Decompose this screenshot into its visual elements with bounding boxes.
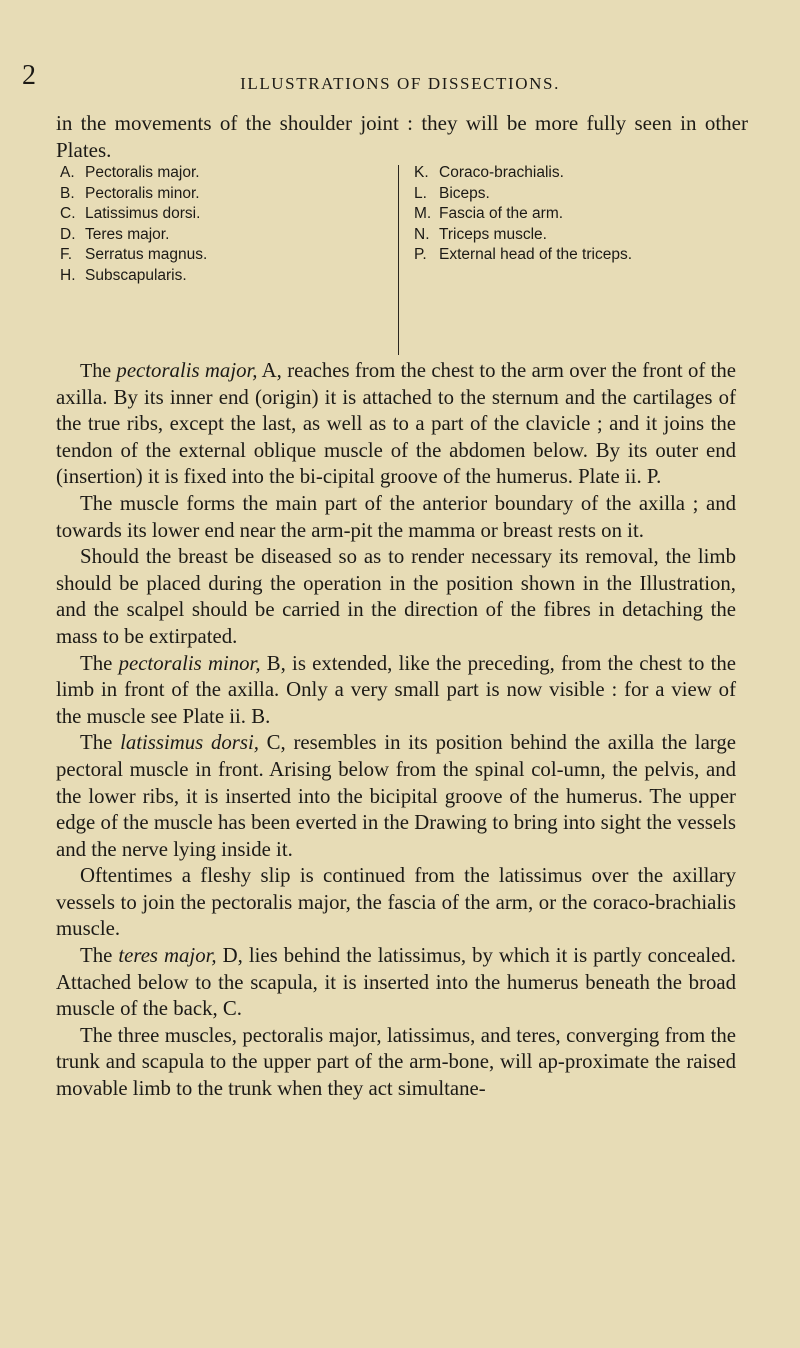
legend-left-column xyxy=(60,163,390,286)
legend-label: Teres major. xyxy=(85,225,170,243)
legend-item xyxy=(60,163,390,184)
legend-letter: L. xyxy=(414,184,427,202)
legend-item xyxy=(60,184,390,205)
legend-letter: B. xyxy=(60,184,75,202)
legend-right-column xyxy=(414,163,774,266)
legend-item xyxy=(60,245,390,266)
paragraph-lead: The xyxy=(80,731,113,755)
paragraph xyxy=(56,358,736,491)
legend-label: Fascia of the arm. xyxy=(439,205,564,222)
paragraph-text: Oftentimes a fleshy slip is continued from the latissimus over the axillary vessels to join the pectoralis major, the fascia of the arm, or the coraco-brachialis muscle. xyxy=(56,864,736,941)
legend-label: Latissimus dorsi. xyxy=(85,205,201,222)
legend-label: Serratus magnus. xyxy=(85,246,208,263)
paragraph xyxy=(56,491,736,544)
paragraph-text: B, is extended, like the preceding, from the chest to the limb in front of the axilla. Only a very small part is now visible : for a view of the muscle see Plate ii. B. xyxy=(56,651,737,728)
legend-letter: H. xyxy=(60,266,76,284)
paragraph xyxy=(56,651,736,731)
page-number: 2 xyxy=(22,60,36,91)
paragraph xyxy=(56,730,736,863)
legend-item xyxy=(414,184,774,205)
paragraph-lead: The xyxy=(80,651,113,675)
legend-label: Coraco-brachialis. xyxy=(439,164,564,181)
paragraph-text: D, lies behind the latissimus, by which it is partly concealed. Attached below to the scapula, it is inserted into the humerus beneath the broad muscle of the back, C. xyxy=(56,944,737,1021)
legend-letter: K. xyxy=(414,164,429,181)
legend-item xyxy=(60,225,390,246)
paragraph xyxy=(56,1023,736,1103)
legend-label: Pectoralis minor. xyxy=(85,184,200,202)
running-head: ILLUSTRATIONS OF DISSECTIONS. xyxy=(240,74,560,93)
legend-letter: M. xyxy=(414,205,432,222)
paragraph-text: A, reaches from the chest to the arm over the front of the axilla. By its inner end (origin) it is attached to the sternum and the cartilages of the true ribs, except the last, as well as to a part of the clavicle ; and it joins the tendon of the external oblique muscle of the abdomen below. By its outer end (insertion) it is fixed into the bi-cipital groove of the humerus. Plate ii. P. xyxy=(56,359,737,489)
legend-item xyxy=(414,204,774,225)
muscle-term: pectoralis minor, xyxy=(118,651,261,675)
paragraph-lead: The xyxy=(80,944,113,968)
legend-letter: N. xyxy=(414,225,430,243)
muscle-term: pectoralis major, xyxy=(116,359,258,382)
legend-letter: D. xyxy=(60,225,76,243)
legend-item xyxy=(414,225,774,246)
legend-letter: F. xyxy=(60,246,73,263)
legend-divider xyxy=(398,165,399,355)
legend-letter: C. xyxy=(60,205,76,222)
paragraph-text: The muscle forms the main part of the anterior boundary of the axilla ; and towards its lower end near the arm-pit the mamma or breast rests on it. xyxy=(56,491,736,542)
legend-label: Triceps muscle. xyxy=(439,225,547,243)
legend-letter: A. xyxy=(60,164,75,181)
legend-label: Pectoralis major. xyxy=(85,164,200,181)
legend-label: Biceps. xyxy=(439,184,490,202)
muscle-term: latissimus dorsi, xyxy=(120,731,259,755)
paragraph-text: Should the breast be diseased so as to render necessary its removal, the limb should be placed during the operation in the position shown in the Illustration, and the scalpel should be carried in the direction of the fibres in detaching the mass to be extirpated. xyxy=(56,545,736,648)
paragraph xyxy=(56,544,736,650)
muscle-term: teres major, xyxy=(118,944,217,968)
legend-item xyxy=(414,163,774,184)
legend-item xyxy=(414,245,774,266)
body-text xyxy=(56,358,736,1103)
paragraph-text: C, resembles in its position behind the axilla the large pectoral muscle in front. Arising below from the spinal col-umn, the pelvis, and the lower ribs, it is inserted into the bicipital groove of the humerus. The upper edge of the muscle has been everted in the Drawing to bring into sight the vessels and the nerve lying inside it. xyxy=(56,731,736,861)
legend-letter: P. xyxy=(414,246,427,263)
legend-item xyxy=(60,266,390,287)
intro-text: in the movements of the shoulder joint : they will be more fully seen in other Plates. xyxy=(56,111,748,162)
legend-label: External head of the triceps. xyxy=(439,246,633,263)
paragraph-lead: The xyxy=(80,360,112,382)
paragraph-text: The three muscles, pectoralis major, latissimus, and teres, converging from the trunk and scapula to the upper part of the arm-bone, will ap-proximate the raised movable limb to the trunk when they act simultane- xyxy=(56,1023,736,1101)
paragraph xyxy=(56,863,736,943)
legend-label: Subscapularis. xyxy=(85,266,187,284)
legend-item xyxy=(60,204,390,225)
paragraph xyxy=(56,943,736,1023)
